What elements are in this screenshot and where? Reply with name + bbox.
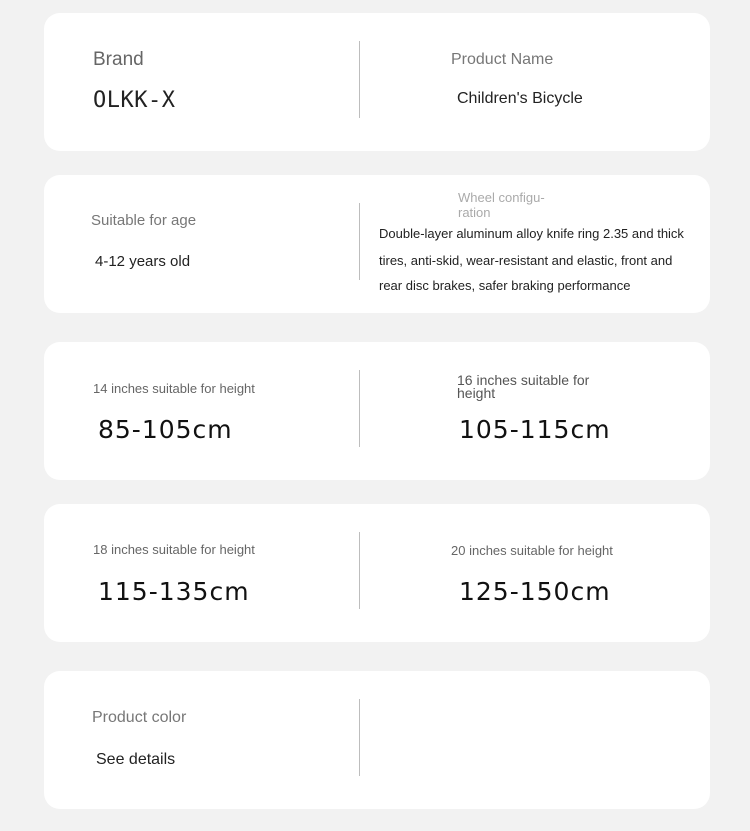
wheel-config-value-line1: Double-layer aluminum alloy knife ring 2.35 and thick bbox=[379, 226, 684, 241]
size-16-value: 105-115cm bbox=[459, 415, 611, 444]
color-card bbox=[44, 671, 710, 809]
size-18-value: 115-135cm bbox=[98, 577, 250, 606]
brand-value: OLKK-X bbox=[93, 88, 176, 113]
size-20-label: 20 inches suitable for height bbox=[451, 543, 613, 558]
wheel-config-label-line2: ration bbox=[458, 205, 491, 220]
size-18-label: 18 inches suitable for height bbox=[93, 542, 255, 557]
card-divider bbox=[359, 532, 360, 609]
height-card-18-20 bbox=[44, 504, 710, 642]
size-14-label: 14 inches suitable for height bbox=[93, 381, 255, 396]
age-value: 4-12 years old bbox=[95, 253, 191, 270]
height-card-14-16 bbox=[44, 342, 710, 480]
age-label: Suitable for age bbox=[91, 212, 197, 229]
product-name-value: Children's Bicycle bbox=[457, 90, 583, 107]
age-wheel-card bbox=[44, 175, 710, 313]
card-divider bbox=[359, 203, 360, 280]
brand-label: Brand bbox=[93, 49, 144, 70]
product-color-label: Product color bbox=[92, 709, 187, 726]
product-color-value: See details bbox=[96, 751, 176, 768]
brand-card bbox=[44, 13, 710, 151]
product-name-label: Product Name bbox=[451, 51, 554, 68]
size-14-value: 85-105cm bbox=[98, 415, 233, 444]
wheel-config-value-line3: rear disc brakes, safer braking performance bbox=[379, 278, 631, 293]
card-divider bbox=[359, 370, 360, 447]
wheel-config-label-line1: Wheel configu- bbox=[458, 190, 545, 205]
card-divider bbox=[359, 699, 360, 776]
size-16-label: 16 inches suitable for height bbox=[457, 372, 590, 401]
card-divider bbox=[359, 41, 360, 118]
wheel-config-value-line2: tires, anti-skid, wear-resistant and elastic, front and bbox=[379, 253, 673, 268]
size-20-value: 125-150cm bbox=[459, 577, 611, 606]
